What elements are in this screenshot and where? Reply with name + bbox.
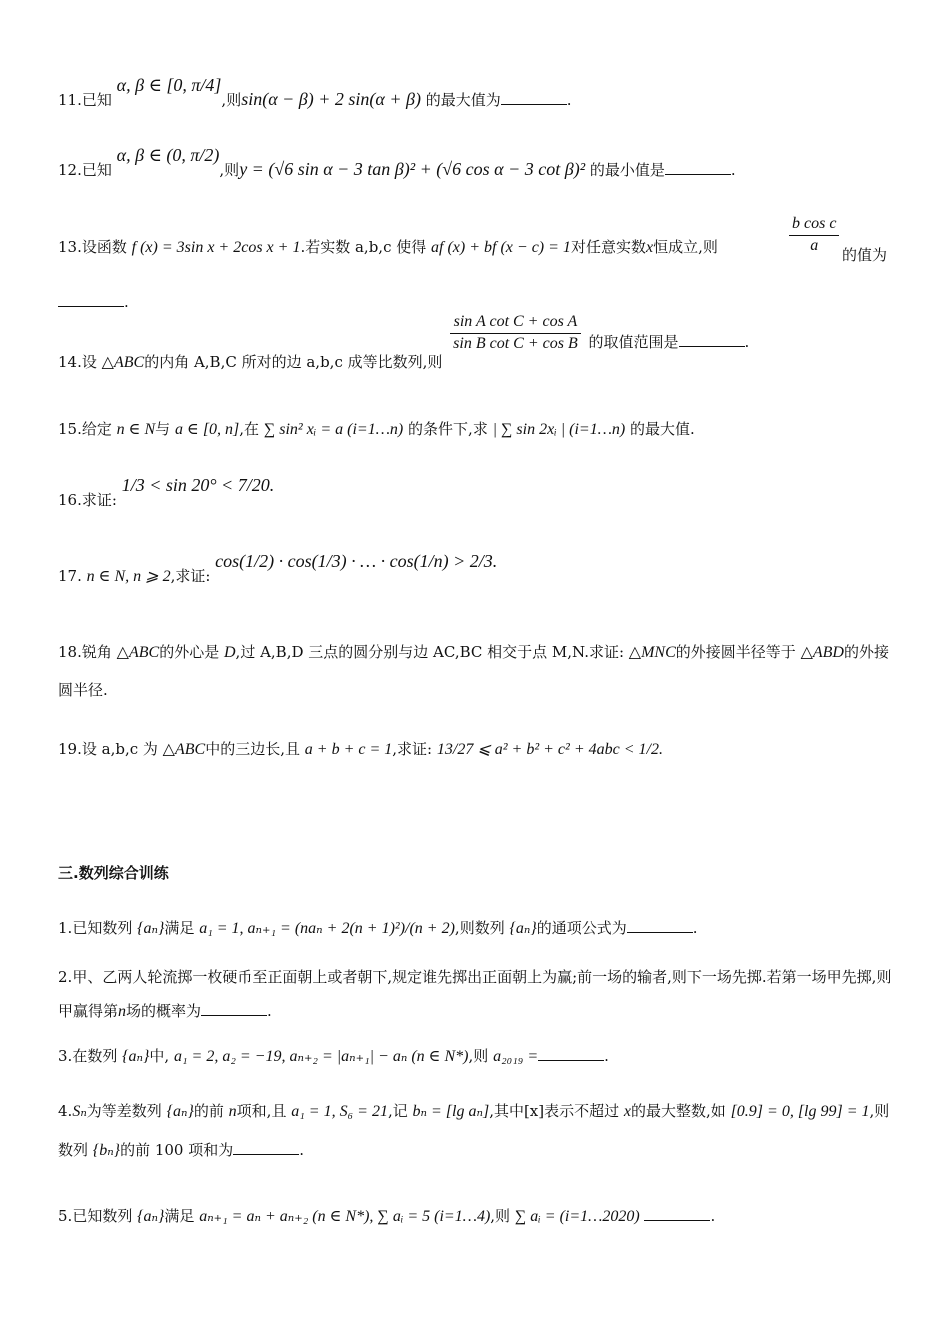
math-fraction: $\frac{\text{sin A cot C + cos A}}{\text{sin B cot C + cos B}}$ <box>450 312 581 355</box>
problem-19: 19.设 a,b,c 为 △ABC中的三边长,且 a + b + c = 1,求证: 13/27 ⩽ a² + b² + c² + 4abc < 1/2. <box>58 740 663 758</box>
answer-blank[interactable] <box>58 292 124 307</box>
math-fraction: $\frac{\text{b cos c}}{a}$ <box>789 214 839 257</box>
problem-11: 11.已知 α, β ∈ [0, π/4],则sin(α − β) + 2 sin(α + β) 的最大值为 . <box>58 75 572 109</box>
problem-17: 17. n ∈ N, n ⩾ 2,求证: cos(1/2) · cos(1/3) · … · cos(1/n) > 2/3. <box>58 551 498 585</box>
math-var: x <box>645 239 654 256</box>
answer-blank[interactable] <box>644 1206 710 1221</box>
math-definition: bₙ = [lg aₙ] <box>412 1103 490 1120</box>
math-product-inequality: cos(1/2) · cos(1/3) · … · cos(1/n) > 2/3. <box>215 551 498 571</box>
problem-12: 12.已知 α, β ∈ (0, π/2),则y = (√6 sin α − 3 tan β)² + (√6 cos α − 3 cot β)² 的最小值是 . <box>58 145 736 179</box>
answer-blank[interactable] <box>233 1140 299 1155</box>
math-sequence: {aₙ} <box>137 1208 165 1225</box>
answer-blank[interactable] <box>665 160 731 175</box>
math-set: n ∈ N <box>116 421 156 438</box>
answer-blank[interactable] <box>501 90 567 105</box>
math-condition: n ∈ N, n ⩾ 2 <box>86 568 171 585</box>
math-abs-sum: | ∑ sin 2xᵢ | (i=1…n) <box>492 421 626 438</box>
problem-13: 13.设函数 f (x) = 3sin x + 2cos x + 1.若实数 a,b,c 使得 af (x) + bf (x − c) = 1对任意实数x恒成立,则 $\frac{\text{b cos c}}{a}$ 的值为 <box>58 215 888 264</box>
math-sequence: {aₙ} <box>166 1103 194 1120</box>
math-triangle: △ABC <box>101 354 145 372</box>
problem-13-blank: . <box>58 292 898 313</box>
problem-16: 16.求证: 1/3 < sin 20° < 7/20. <box>58 475 275 509</box>
problem-18: 18.锐角 △ABC的外心是 D,过 A,B,D 三点的圆分别与边 AC,BC 相交于点 M,N.求证: △MNC的外接圆半径等于 △ABD的外接圆半径. <box>58 643 889 700</box>
math-recurrence: a₁ = 2, a₂ = −19, aₙ₊₂ = |aₙ₊₁| − aₙ (n ∈ N*) <box>173 1048 469 1065</box>
math-recurrence: aₙ₊₁ = aₙ + aₙ₊₂ (n ∈ N*), ∑ aᵢ = 5 (i=1…4) <box>199 1208 491 1225</box>
answer-blank[interactable] <box>201 1001 267 1016</box>
answer-blank[interactable] <box>538 1046 604 1061</box>
math-equation: af (x) + bf (x − c) = 1 <box>431 239 571 256</box>
math-triangle: △MNC <box>628 644 676 661</box>
section-title: 三.数列综合训练 <box>58 864 169 882</box>
math-equation: a + b + c = 1 <box>304 741 393 758</box>
math-expression: sin(α − β) + 2 sin(α + β) <box>241 89 421 109</box>
math-sum: ∑ aᵢ = (i=1…2020) <box>514 1208 640 1225</box>
math-inequality: 13/27 ⩽ a² + b² + c² + 4abc < 1/2. <box>436 741 663 758</box>
math-point: D <box>223 644 236 661</box>
math-function: f (x) = 3sin x + 2cos x + 1 <box>131 239 301 256</box>
problem-15: 15.给定 n ∈ N与 a ∈ [0, n],在 ∑ sin² xᵢ = a (i=1…n) 的条件下,求 | ∑ sin 2xᵢ | (i=1…n) 的最大值. <box>58 420 695 438</box>
math-conditions: a₁ = 1, S₆ = 21 <box>291 1103 388 1120</box>
math-var: n <box>118 1003 127 1020</box>
math-inequality: 1/3 < sin 20° < 7/20. <box>121 475 275 495</box>
answer-blank[interactable] <box>679 332 745 347</box>
math-domain: α, β ∈ (0, π/2) <box>116 145 220 165</box>
math-sum-condition: ∑ sin² xᵢ = a (i=1…n) <box>263 421 404 438</box>
math-sequence: {aₙ} <box>509 920 537 937</box>
math-sequence: {aₙ} <box>122 1048 150 1065</box>
math-var: n <box>228 1103 237 1120</box>
sequence-problem-1: 1.已知数列 {aₙ}满足 a₁ = 1, aₙ₊₁ = (naₙ + 2(n + 1)²)/(n + 2),则数列 {aₙ}的通项公式为 . <box>58 919 698 937</box>
math-sequence: {bₙ} <box>92 1142 121 1159</box>
math-domain: α, β ∈ [0, π/4] <box>116 75 222 95</box>
sequence-problem-3: 3.在数列 {aₙ}中, a₁ = 2, a₂ = −19, aₙ₊₂ = |aₙ₊₁| − aₙ (n ∈ N*),则 a₂₀₁₉ = . <box>58 1047 609 1065</box>
sequence-problem-4: 4.Sₙ为等差数列 {aₙ}的前 n项和,且 a₁ = 1, S₆ = 21,记 bₙ = [lg aₙ],其中[x]表示不超过 x的最大整数,如 [0.9] = 0, [lg 99] = 1,则数列 {bₙ}的前 100 项和为 . <box>58 1102 890 1159</box>
sequence-problem-5: 5.已知数列 {aₙ}满足 aₙ₊₁ = aₙ + aₙ₊₂ (n ∈ N*), ∑ aᵢ = 5 (i=1…4),则 ∑ aᵢ = (i=1…2020) . <box>58 1207 716 1225</box>
math-recurrence: a₁ = 1, aₙ₊₁ = (naₙ + 2(n + 1)²)/(n + 2) <box>199 920 455 937</box>
answer-blank[interactable] <box>627 918 693 933</box>
math-var: x <box>623 1103 632 1120</box>
math-expression: y = (√6 sin α − 3 tan β)² + (√6 cos α − 3 cot β)² <box>239 159 586 179</box>
sequence-problem-2: 2.甲、乙两人轮流掷一枚硬币至正面朝上或者朝下,规定谁先掷出正面朝上为赢;前一场的输者,则下一场先掷.若第一场甲先掷,则甲赢得第n场的概率为 . <box>58 968 892 1020</box>
math-term: a₂₀₁₉ = <box>493 1048 539 1065</box>
math-interval: a ∈ [0, n] <box>174 421 240 438</box>
problem-14: 14.设 △ABC的内角 A,B,C 所对的边 a,b,c 成等比数列,则 $\frac{\text{sin A cot C + cos A}}{\text{sin B cot C + cos B}}$ 的取值范围是 . <box>58 313 750 372</box>
math-sequence: {aₙ} <box>137 920 165 937</box>
math-triangle: △ABC <box>116 644 160 661</box>
math-triangle: △ABC <box>162 741 206 758</box>
math-example: [0.9] = 0, [lg 99] = 1 <box>730 1103 870 1120</box>
math-sum: Sₙ <box>72 1103 87 1120</box>
math-triangle: △ABD <box>800 644 844 661</box>
